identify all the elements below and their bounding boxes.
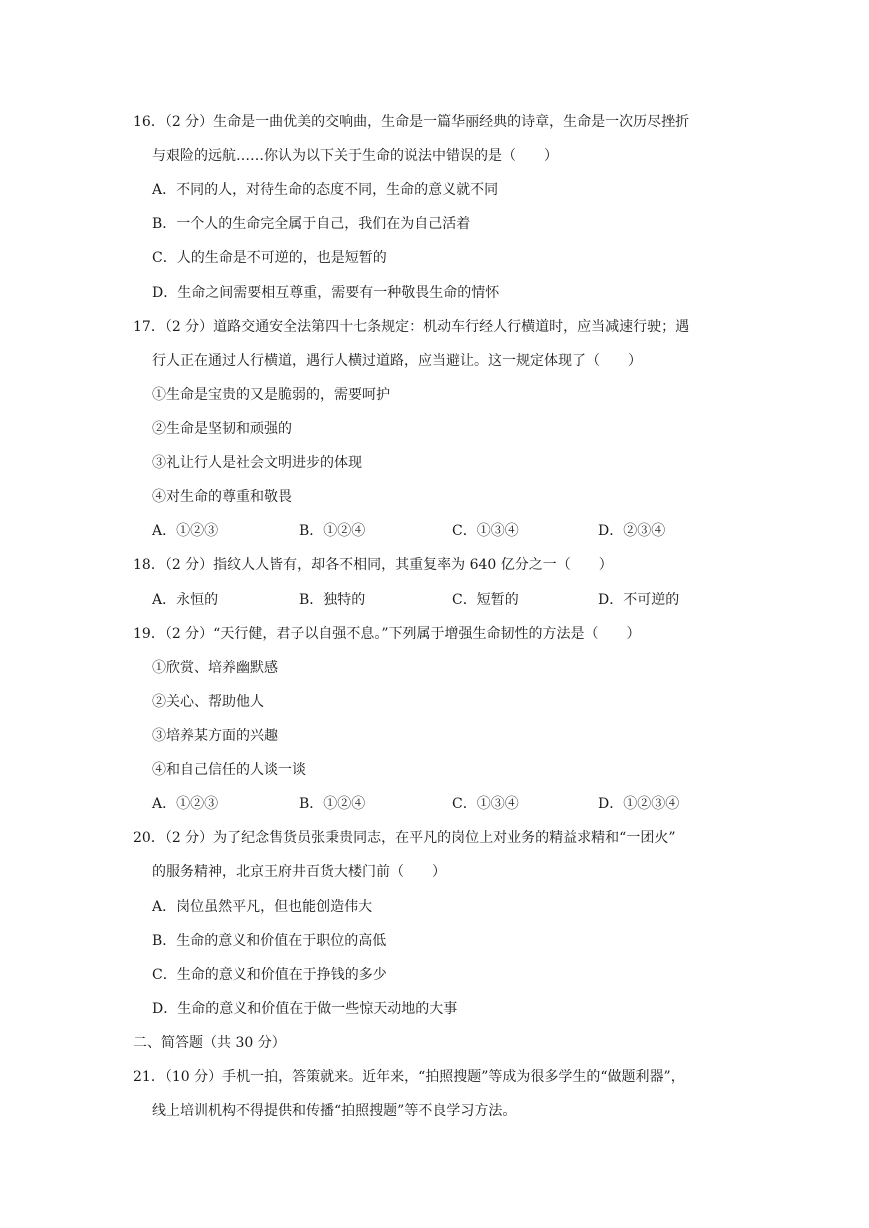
question-16-option-b: B．一个人的生命完全属于自己，我们在为自己活着 [152,216,471,232]
question-16-option-a: A．不同的人，对待生命的态度不同，生命的意义就不同 [152,182,499,198]
question-17-option-c: C．①③④ [452,523,519,539]
question-19-option-d: D．①②③④ [598,796,680,812]
question-18-option-b: B．独特的 [299,592,366,608]
question-21-stem-line2: 线上培训机构不得提供和传播“拍照搜题”等不良学习方法。 [152,1103,517,1119]
question-18-option-c: C．短暂的 [452,592,519,608]
question-16-option-d: D．生命之间需要相互尊重，需要有一种敬畏生命的情怀 [152,285,500,301]
question-17-item-3: ③礼让行人是社会文明进步的体现 [152,455,362,471]
question-20-option-d: D．生命的意义和价值在于做一些惊天动地的大事 [152,1001,458,1017]
question-19-option-c: C．①③④ [452,796,519,812]
question-19-stem: 19．（2 分）“天行健，君子以自强不息。”下列属于增强生命韧性的方法是（ ） [133,626,641,642]
question-19-option-b: B．①②④ [299,796,366,812]
question-19-item-4: ④和自己信任的人谈一谈 [152,762,306,778]
question-17-item-4: ④对生命的尊重和敬畏 [152,489,292,505]
question-16-option-c: C．人的生命是不可逆的，也是短暂的 [152,250,387,266]
question-18-option-a: A．永恒的 [152,592,219,608]
question-19-option-a: A．①②③ [152,796,219,812]
question-19-item-3: ③培养某方面的兴趣 [152,728,278,744]
question-16-stem-line1: 16．（2 分）生命是一曲优美的交响曲，生命是一篇华丽经典的诗章，生命是一次历尽挫折 [133,114,690,130]
question-17-stem-line2: 行人正在通过人行横道，遇行人横过道路，应当避让。这一规定体现了（ ） [152,353,642,369]
question-18-option-d: D．不可逆的 [598,592,680,608]
question-17-item-1: ①生命是宝贵的又是脆弱的，需要呵护 [152,387,390,403]
question-17-item-2: ②生命是坚韧和顽强的 [152,421,292,437]
question-16-stem-line2: 与艰险的远航……你认为以下关于生命的说法中错误的是（ ） [152,148,558,164]
question-20-option-c: C．生命的意义和价值在于挣钱的多少 [152,967,387,983]
question-17-option-a: A．①②③ [152,523,219,539]
question-20-option-a: A．岗位虽然平凡，但也能创造伟大 [152,899,373,915]
question-17-option-b: B．①②④ [299,523,366,539]
section-heading-short-answer: 二、简答题（共 30 分） [133,1035,286,1051]
question-19-item-2: ②关心、帮助他人 [152,694,264,710]
question-20-stem-line2: 的服务精神，北京王府井百货大楼门前（ ） [152,864,446,880]
question-18-stem: 18．（2 分）指纹人人皆有，却各不相同，其重复率为 640 亿分之一（ ） [133,557,613,573]
question-20-option-b: B．生命的意义和价值在于职位的高低 [152,933,387,949]
question-21-stem-line1: 21．（10 分）手机一拍，答策就来。近年来，“拍照搜题”等成为很多学生的“做题利器”， [133,1069,685,1085]
question-17-stem-line1: 17．（2 分）道路交通安全法第四十七条规定：机动车行经人行横道时，应当减速行驶；遇 [133,319,690,335]
question-19-item-1: ①欣赏、培养幽默感 [152,660,278,676]
question-20-stem-line1: 20．（2 分）为了纪念售货员张秉贵同志，在平凡的岗位上对业务的精益求精和“一团火” [133,830,676,846]
question-17-option-d: D．②③④ [598,523,666,539]
